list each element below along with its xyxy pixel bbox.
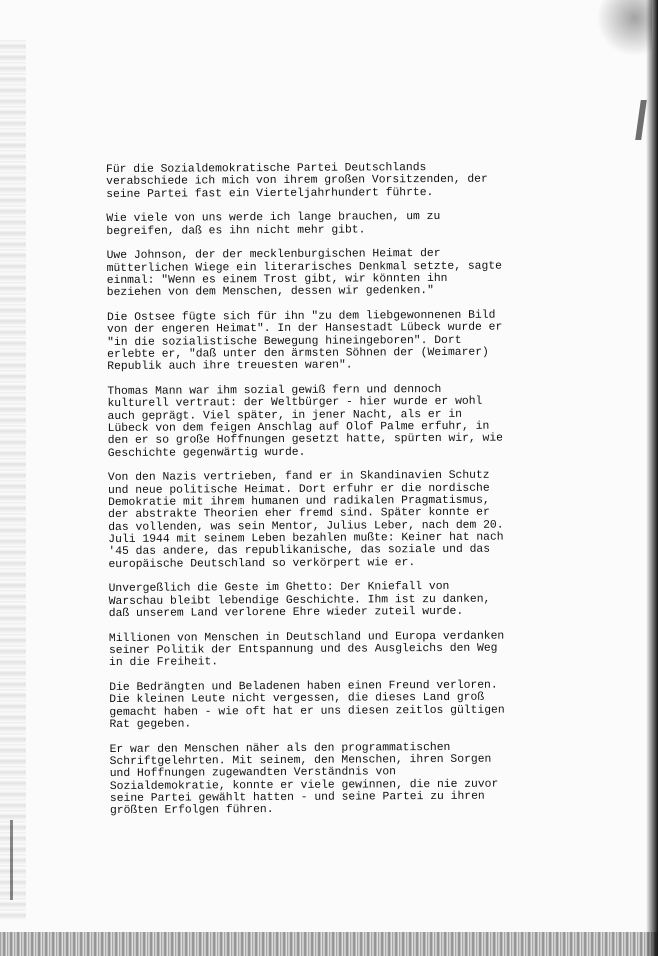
text-line: das vollenden, was sein Mentor, Julius Leber, nach dem 20. [108,519,504,534]
paragraph [108,470,551,571]
scan-mark [10,820,13,900]
text-line: '45 das andere, das republikanische, das soziale und das [108,543,491,559]
scan-right-edge [646,0,658,956]
text-line: europäische Deutschland so verkörpert wie er. [108,556,416,571]
paragraph [107,383,549,459]
text-line: Schriftgelehrten. Mit seinem, den Menschen, ihren Sorgen [109,753,492,769]
text-line: Geschichte gegenwärtig wurde. [107,446,306,460]
text-line: und neue politische Heimat. Dort erfuhr er die nordische [107,482,490,497]
text-line: Warschau bleibt lebendige Geschichte. Ihm ist zu danken, [108,593,491,608]
text-line: und Hoffnungen zugewandten Verständnis von [109,766,397,781]
paragraph [109,679,551,731]
paragraph [106,211,548,238]
paragraph [107,248,549,300]
text-line: gemacht haben - wie oft hat er uns diesen zeitlos gültigen [109,704,505,719]
text-line: den er so große Hoffnungen gesetzt hatte, spürten wir, wie [107,432,504,448]
text-line: verabschiede ich mich von ihrem großen Vorsitzenden, der [106,173,488,189]
paragraph [109,630,551,670]
text-line: Republik auch ihre treuesten waren". [107,359,353,374]
text-line: kulturell vertraut: der Weltbürger - hier wurde er wohl [107,396,483,411]
paragraph [106,161,548,201]
text-line: Von den Nazis vertrieben, fand er in Skandinavien Schutz [107,470,490,485]
text-line: daß unserem Land verlorene Ehre wieder zuteil wurde. [108,605,464,620]
paragraph [107,309,549,373]
text-line: erlebte er, "daß unter den ärmsten Söhnen der (Weimarer) [107,346,489,362]
paragraph [109,581,551,621]
text-line: beziehen von dem Menschen, dessen wir gedenken." [106,285,434,300]
text-line: von der engeren Heimat". In der Hansestadt Lübeck wurde er [106,322,503,337]
paragraph [110,741,552,817]
scan-corner-shadow [594,0,652,60]
text-line: seine Partei fast ein Vierteljahrhundert führte. [106,186,434,201]
text-line: seiner Politik der Entspannung und des Ausgleichs den Weg [108,642,498,657]
text-line: Die kleinen Leute nicht vergessen, die dieses Land groß [109,692,485,707]
text-line: Die Bedrängten und Beladenen haben einen Freund verloren. [109,679,498,695]
text-line: Die Ostsee fügte sich für ihn "zu dem liebgewonnenen Bild [106,309,496,325]
text-line: Uwe Johnson, der der mecklenburgischen Heimat der [106,248,441,263]
text-line: Millionen von Menschen in Deutschland und Europa verdanken [108,630,505,645]
text-line: "in die sozialistische Bewegung hineingeboren". Dort [107,334,462,349]
text-line: Unvergeßlich die Geste im Ghetto: Der Kniefall von [108,581,450,596]
text-line: Demokratie mit ihrem humanen und radikalen Pragmatismus, [108,494,490,510]
text-line: Juli 1944 mit seinem Leben bezahlen mußte: Keiner hat nach [108,531,504,546]
text-line: Für die Sozialdemokratische Partei Deutschlands [106,162,427,176]
text-line: mütterlichen Wiege ein literarisches Denkmal setzte, sagte [106,260,502,275]
text-line: Thomas Mann war ihm sozial gewiß fern und dennoch [107,384,442,399]
scan-left-edge [0,40,26,920]
document-body [106,161,552,830]
text-line: seine Partei gewählt hatten - und seine Partei zu ihren [109,790,485,805]
text-line: Wie viele von uns werde ich lange brauchen, um zu [106,211,441,226]
text-line: auch geprägt. Viel später, in jener Nacht, als er in [107,408,462,423]
text-line: Sozialdemokratie, konnte er viele gewinnen, die nie zuvor [109,778,499,793]
text-line: in die Freiheit. [109,656,219,670]
scan-bottom-edge [0,932,658,956]
text-line: begreifen, daß es ihn nicht mehr gibt. [106,224,366,238]
text-line: Lübeck von dem feigen Anschlag auf Olof Palme erfuhr, in [107,420,490,436]
text-line: Rat gegeben. [109,718,192,731]
text-line: Er war den Menschen näher als den programmatischen [109,741,451,756]
text-line: einmal: "Wenn es einem Trost gibt, wir könnten ihn [106,272,448,288]
text-line: größten Erfolgen führen. [109,804,274,818]
text-line: der abstrakte Theorien eher fremd sind. Später konnte er [108,506,490,522]
